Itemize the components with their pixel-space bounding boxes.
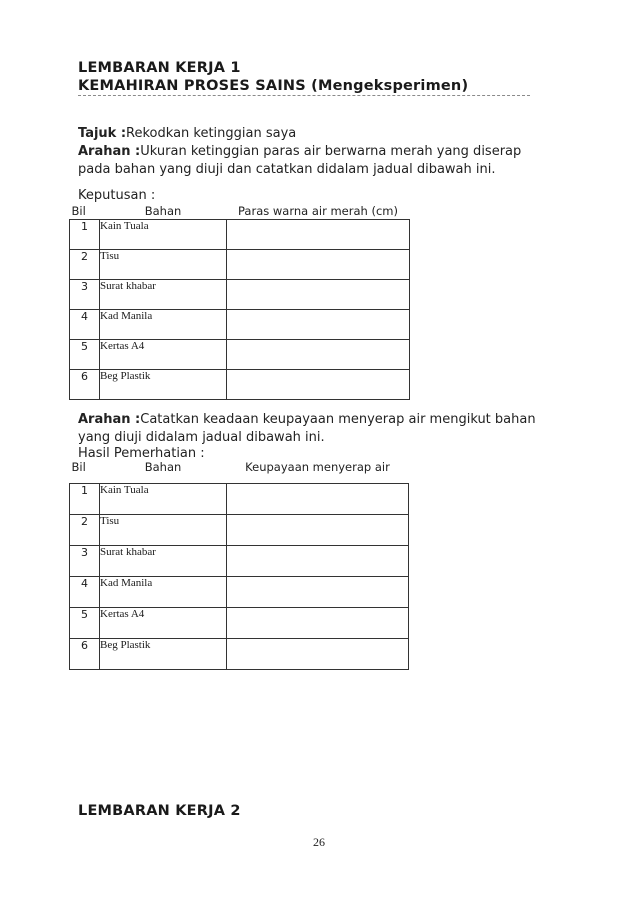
row-bil: 5 bbox=[70, 340, 100, 370]
table-row bbox=[70, 608, 409, 639]
page-number: 26 bbox=[313, 835, 325, 849]
row-bil: 3 bbox=[70, 280, 100, 310]
row-bahan: Kertas A4 bbox=[100, 340, 227, 370]
row-bil: 4 bbox=[70, 310, 100, 340]
col-bil: Bil bbox=[71, 204, 86, 218]
table-row bbox=[70, 546, 409, 577]
row-bahan: Surat khabar bbox=[100, 546, 227, 577]
row-bahan: Beg Plastik bbox=[100, 370, 227, 400]
arahan-1 bbox=[78, 143, 548, 179]
table-row bbox=[70, 370, 410, 400]
row-bil: 4 bbox=[70, 577, 100, 608]
worksheet-title: LEMBARAN KERJA 1 bbox=[78, 60, 241, 76]
row-bil: 1 bbox=[70, 484, 100, 515]
table-row bbox=[70, 220, 410, 250]
row-value-cell[interactable] bbox=[227, 370, 410, 400]
table-row bbox=[70, 577, 409, 608]
table-header bbox=[70, 460, 409, 484]
row-value-cell[interactable] bbox=[227, 639, 409, 670]
row-value-cell[interactable] bbox=[227, 577, 409, 608]
hasil-pemerhatian-label: Hasil Pemerhatian : bbox=[78, 446, 205, 461]
row-value-cell[interactable] bbox=[227, 515, 409, 546]
row-bil: 5 bbox=[70, 608, 100, 639]
results-table-2 bbox=[69, 460, 409, 670]
row-value-cell[interactable] bbox=[227, 340, 410, 370]
row-bahan: Kain Tuala bbox=[100, 220, 227, 250]
table-row bbox=[70, 310, 410, 340]
row-bahan: Surat khabar bbox=[100, 280, 227, 310]
row-value-cell[interactable] bbox=[227, 546, 409, 577]
table-header bbox=[70, 204, 410, 220]
table-row bbox=[70, 340, 410, 370]
table-row bbox=[70, 484, 409, 515]
next-worksheet-title: LEMBARAN KERJA 2 bbox=[78, 803, 241, 819]
row-bil: 6 bbox=[70, 370, 100, 400]
col-paras: Paras warna air merah (cm) bbox=[238, 204, 398, 218]
keputusan-label: Keputusan : bbox=[78, 188, 156, 203]
table-row bbox=[70, 280, 410, 310]
arahan-1-label: Arahan : bbox=[78, 144, 141, 159]
row-value-cell[interactable] bbox=[227, 220, 410, 250]
col-bahan: Bahan bbox=[144, 460, 182, 474]
row-value-cell[interactable] bbox=[227, 484, 409, 515]
arahan-2-text: Catatkan keadaan keupayaan menyerap air mengikut bahan yang diuji didalam jadual dibawah ini. bbox=[78, 412, 536, 445]
row-bil: 2 bbox=[70, 250, 100, 280]
worksheet-subtitle: KEMAHIRAN PROSES SAINS (Mengeksperimen) bbox=[78, 78, 469, 94]
row-bahan: Kad Manila bbox=[100, 310, 227, 340]
row-bahan: Tisu bbox=[100, 515, 227, 546]
tajuk-text: Rekodkan ketinggian saya bbox=[126, 126, 297, 141]
row-bahan: Kain Tuala bbox=[100, 484, 227, 515]
tajuk-label: Tajuk : bbox=[78, 126, 127, 141]
row-bahan: Tisu bbox=[100, 250, 227, 280]
results-table-1 bbox=[69, 204, 410, 400]
arahan-2 bbox=[78, 411, 568, 447]
col-bahan: Bahan bbox=[144, 204, 182, 218]
arahan-1-text: Ukuran ketinggian paras air berwarna merah yang diserap pada bahan yang diuji dan catatkan didalam jadual dibawah ini. bbox=[78, 144, 522, 177]
row-bahan: Beg Plastik bbox=[100, 639, 227, 670]
arahan-2-label: Arahan : bbox=[78, 412, 141, 427]
row-bil: 2 bbox=[70, 515, 100, 546]
table-row bbox=[70, 515, 409, 546]
row-value-cell[interactable] bbox=[227, 280, 410, 310]
row-bil: 1 bbox=[70, 220, 100, 250]
row-bahan: Kertas A4 bbox=[100, 608, 227, 639]
row-value-cell[interactable] bbox=[227, 250, 410, 280]
col-bil: Bil bbox=[71, 460, 86, 474]
row-bil: 3 bbox=[70, 546, 100, 577]
table-row bbox=[70, 250, 410, 280]
row-bil: 6 bbox=[70, 639, 100, 670]
dashed-divider bbox=[78, 95, 530, 100]
row-value-cell[interactable] bbox=[227, 608, 409, 639]
row-value-cell[interactable] bbox=[227, 310, 410, 340]
col-keupayaan: Keupayaan menyerap air bbox=[245, 460, 390, 474]
row-bahan: Kad Manila bbox=[100, 577, 227, 608]
table-row bbox=[70, 639, 409, 670]
tajuk-line bbox=[78, 125, 568, 143]
